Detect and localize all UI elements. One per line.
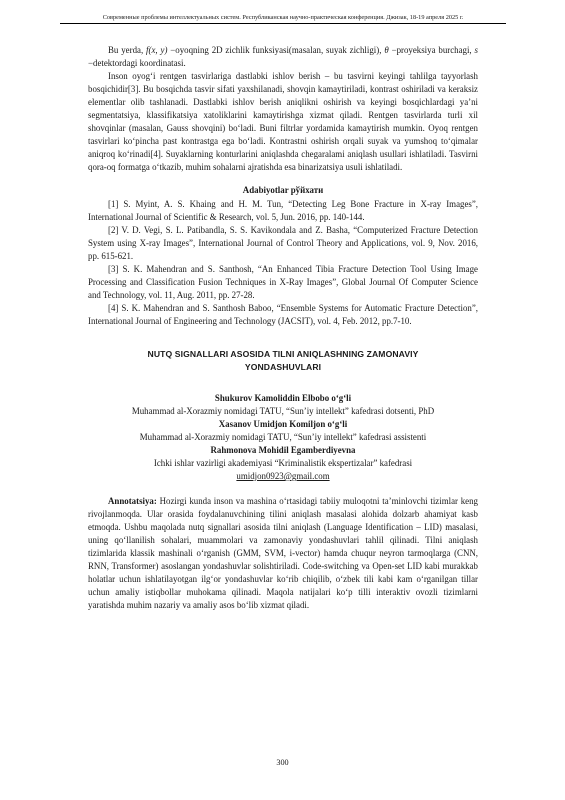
reference-item: [3] S. K. Mahendran and S. Santhosh, “An Enhanced Tibia Fracture Detection Tool Using Image Processing and Classification Fusion Techniques in X-Ray Images”, Global Journal Of Computer Science and Technology, vol. 11, Aug. 2011, pp. 27-28. <box>88 264 478 300</box>
abstract <box>88 495 478 612</box>
page-number: 300 <box>276 758 289 767</box>
running-header: Современные проблемы интеллектуальных систем. Республиканская научно-практическая конференция. Джизак, 18-19 апреля 2025 г. <box>60 14 506 24</box>
body-paragraph: Inson oyog‘i rentgen tasvirlariga dastlabki ishlov berish – bu tasvirni keyingi tahlilga tayyorlash bosqichidir[3]. Bu bosqichda tasvir sifati yaxshilanadi, shovqin kamaytiriladi, kontrast oshiriladi va keraksiz elementlar olib tashlanadi. Dastlabki ishlov berish aniqlikni oshirish va keyingi bosqichlardagi ya’ni segmentatsiya, klassifikatsiya xatoliklarini kamaytirishga xizmat qiladi. Rentgen tasvirlarda turli xil shovqinlar (masalan, Gauss shovqini) bo‘ladi. Buni filtrlar yordamida kamaytirish mumkin. Oyoq rentgen tasvirlari ko‘pincha past kontrastga ega bo‘ladi. Kontrastni oshirish orqali suyak va yumshoq to‘qimalar aniqroq ko‘rinadi[4]. Suyaklarning konturlarini aniqlashda chegaralami aniqlash usullari ishlatiladi. Tasvirni qora-oq formatga o‘tkazib, muhim sohalarni ajratishda esa binarizatsiya usuli ishlatiladi. <box>88 71 478 172</box>
theta-symbol: θ <box>384 45 389 55</box>
abstract-text: Hozirgi kunda inson va mashina o‘rtasidagi tabiiy muloqotni ta’minlovchi tizimlar keng rivojlanmoqda. Ular orasida foydalanuvchining tilini aniqlash masalasi alohida dolzarb ahamiyat kasb etmoqda. Ushbu maqolada nutq signallari asosida tilni aniqlash (Language Identification – LID) masalasi, uning qo‘llanilish sohalari, muammolari va zamonaviy yondashuvlari tahlil qilinadi. Tilni aniqlash tizimlarida klassik mashinali o‘rganish (GMM, SVM, i-vector) hamda chuqur neyron tarmoqlarga (CNN, RNN, Transformer) asoslangan yondashuvlar solishtiriladi. Code-switching va Open-set LID kabi murakkab holatlar uchun ishlatilayotgan ilg‘or yondashuvlar ko‘rib chiqilib, o‘zbek tili kabi kam o‘rganilgan tillar uchun amaliy istiqbollar muhokama qilinadi. Maqola natijalari ko‘p tilli interaktiv ovozli tizimlarni yaratishda muhim nazariy va amaliy asos bo‘lib xizmat qiladi. <box>88 496 478 610</box>
author-block <box>88 392 478 483</box>
intro-text-3: −proyeksiya burchagi, <box>388 45 475 55</box>
author-affiliation: Ichki ishlar vazirligi akademiyasi “Kriminalistik ekspertizalar” kafedrasi <box>153 458 413 468</box>
abstract-label: Annotatsiya: <box>108 496 157 506</box>
author-name: Shukurov Kamoliddin Elbobo o‘g‘li <box>214 393 352 403</box>
author-name: Xasanov Umidjon Komiljon o‘g‘li <box>218 419 348 429</box>
author-email-link[interactable]: umidjon0923@gmail.com <box>236 471 330 481</box>
reference-item: [2] V. D. Vegi, S. L. Patibandla, S. S. Kavikondala and Z. Basha, “Computerized Fracture Detection System using X-ray Images”, International Journal of Control Theory and Applications, vol. 9, Nov. 2016, pp. 615-621. <box>88 225 478 261</box>
author-name: Rahmonova Mohidil Egamberdiyevna <box>210 445 356 455</box>
references-title: Adabiyotlar рўйхати <box>242 185 324 195</box>
reference-item: [1] S. Myint, A. S. Khaing and H. M. Tun, “Detecting Leg Bone Fracture in X-ray Images”, International Journal of Scientific & Research, vol. 5, Jun. 2016, pp. 140-144. <box>88 199 478 222</box>
author-affiliation: Muhammad al-Xorazmiy nomidagi TATU, “Sun’iy intellekt” kafedrasi assistenti <box>139 432 427 442</box>
s-symbol: s <box>474 45 478 55</box>
page-content <box>88 44 478 612</box>
intro-text-1: Bu yerda, <box>108 45 147 55</box>
intro-text-4: −detektordagi koordinatasi. <box>88 58 186 68</box>
reference-item: [4] S. K. Mahendran and S. Santhosh Baboo, “Ensemble Systems for Automatic Fracture Detection”, International Journal of Engineering and Technology (JACSIT), vol. 4, Feb. 2012, pp.7-10. <box>88 303 478 326</box>
formula-description <box>88 44 478 70</box>
article-title-line-2: YONDASHUVLARI <box>244 362 322 372</box>
article-title-line-1: NUTQ SIGNALLARI ASOSIDA TILNI ANIQLASHNING ZAMONAVIY <box>147 349 419 359</box>
author-affiliation: Muhammad al-Xorazmiy nomidagi TATU, “Sun’iy intellekt” kafedrasi dotsenti, PhD <box>131 406 435 416</box>
intro-text-2: −oyoqning 2D zichlik funksiyasi(masalan, suyak zichligi), <box>167 45 385 55</box>
fxy-symbol: f(x, y) <box>146 45 168 55</box>
article-title <box>88 348 478 374</box>
